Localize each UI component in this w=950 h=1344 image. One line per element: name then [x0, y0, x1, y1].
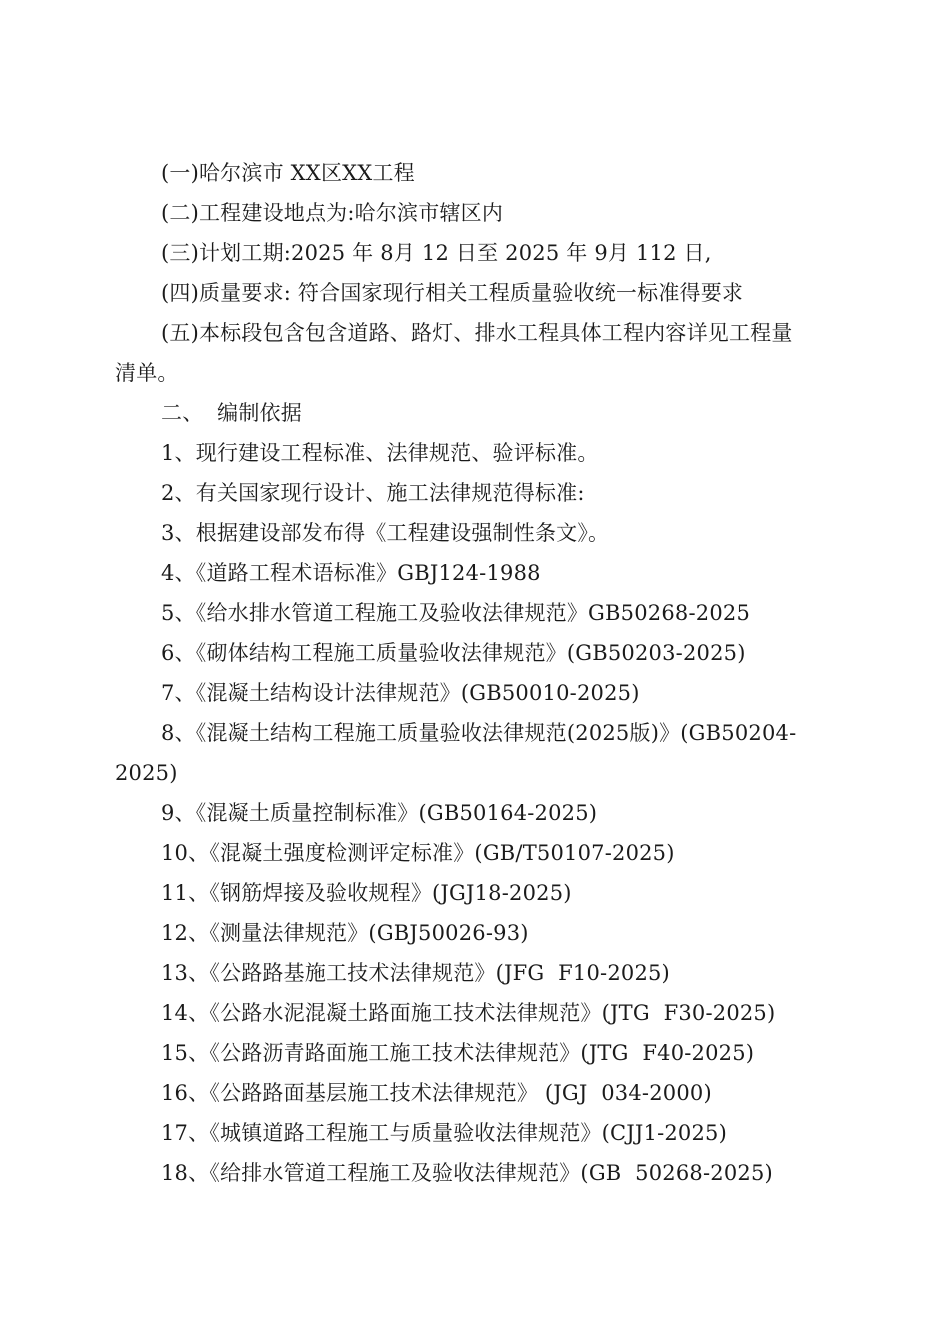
basis-item-7: 7、《混凝土结构设计法律规范》(GB50010-2025)	[161, 681, 640, 705]
basis-item-12: 12、《测量法律规范》(GBJ50026-93)	[161, 921, 529, 945]
basis-item-2: 2、有关国家现行设计、施工法律规范得标准:	[161, 481, 585, 505]
section-line-4: (四)质量要求: 符合国家现行相关工程质量验收统一标准得要求	[161, 281, 744, 305]
basis-item-8-continued: 2025)	[115, 761, 178, 785]
heading-basis: 二、 编制依据	[161, 401, 302, 425]
basis-item-15: 15、《公路沥青路面施工施工技术法律规范》(JTG F40-2025)	[161, 1041, 755, 1065]
section-line-3: (三)计划工期:2025 年 8月 12 日至 2025 年 9月 112 日,	[161, 241, 712, 265]
basis-item-5: 5、《给水排水管道工程施工及验收法律规范》GB50268-2025	[161, 601, 751, 625]
section-line-1: (一)哈尔滨市 XX区XX工程	[161, 161, 415, 185]
basis-item-18: 18、《给排水管道工程施工及验收法律规范》(GB 50268-2025)	[161, 1161, 773, 1185]
document-body	[115, 153, 837, 1193]
basis-item-11: 11、《钢筋焊接及验收规程》(JGJ18-2025)	[161, 881, 572, 905]
basis-item-4: 4、《道路工程术语标准》GBJ124-1988	[161, 561, 541, 585]
basis-item-3: 3、根据建设部发布得《工程建设强制性条文》。	[161, 521, 610, 545]
section-line-2: (二)工程建设地点为:哈尔滨市辖区内	[161, 201, 504, 225]
section-line-5-continued: 清单。	[115, 361, 179, 385]
basis-item-17: 17、《城镇道路工程施工与质量验收法律规范》(CJJ1-2025)	[161, 1121, 728, 1145]
basis-item-16: 16、《公路路面基层施工技术法律规范》 (JGJ 034-2000)	[161, 1081, 712, 1105]
basis-item-6: 6、《砌体结构工程施工质量验收法律规范》(GB50203-2025)	[161, 641, 746, 665]
basis-item-13: 13、《公路路基施工技术法律规范》(JFG F10-2025)	[161, 961, 670, 985]
basis-item-1: 1、现行建设工程标准、法律规范、验评标准。	[161, 441, 599, 465]
basis-item-10: 10、《混凝土强度检测评定标准》(GB/T50107-2025)	[161, 841, 675, 865]
section-line-5: (五)本标段包含包含道路、路灯、排水工程具体工程内容详见工程量	[161, 321, 793, 345]
basis-item-8: 8、《混凝土结构工程施工质量验收法律规范(2025版)》(GB50204-	[161, 721, 797, 745]
basis-item-14: 14、《公路水泥混凝土路面施工技术法律规范》(JTG F30-2025)	[161, 1001, 776, 1025]
basis-item-9: 9、《混凝土质量控制标准》(GB50164-2025)	[161, 801, 598, 825]
